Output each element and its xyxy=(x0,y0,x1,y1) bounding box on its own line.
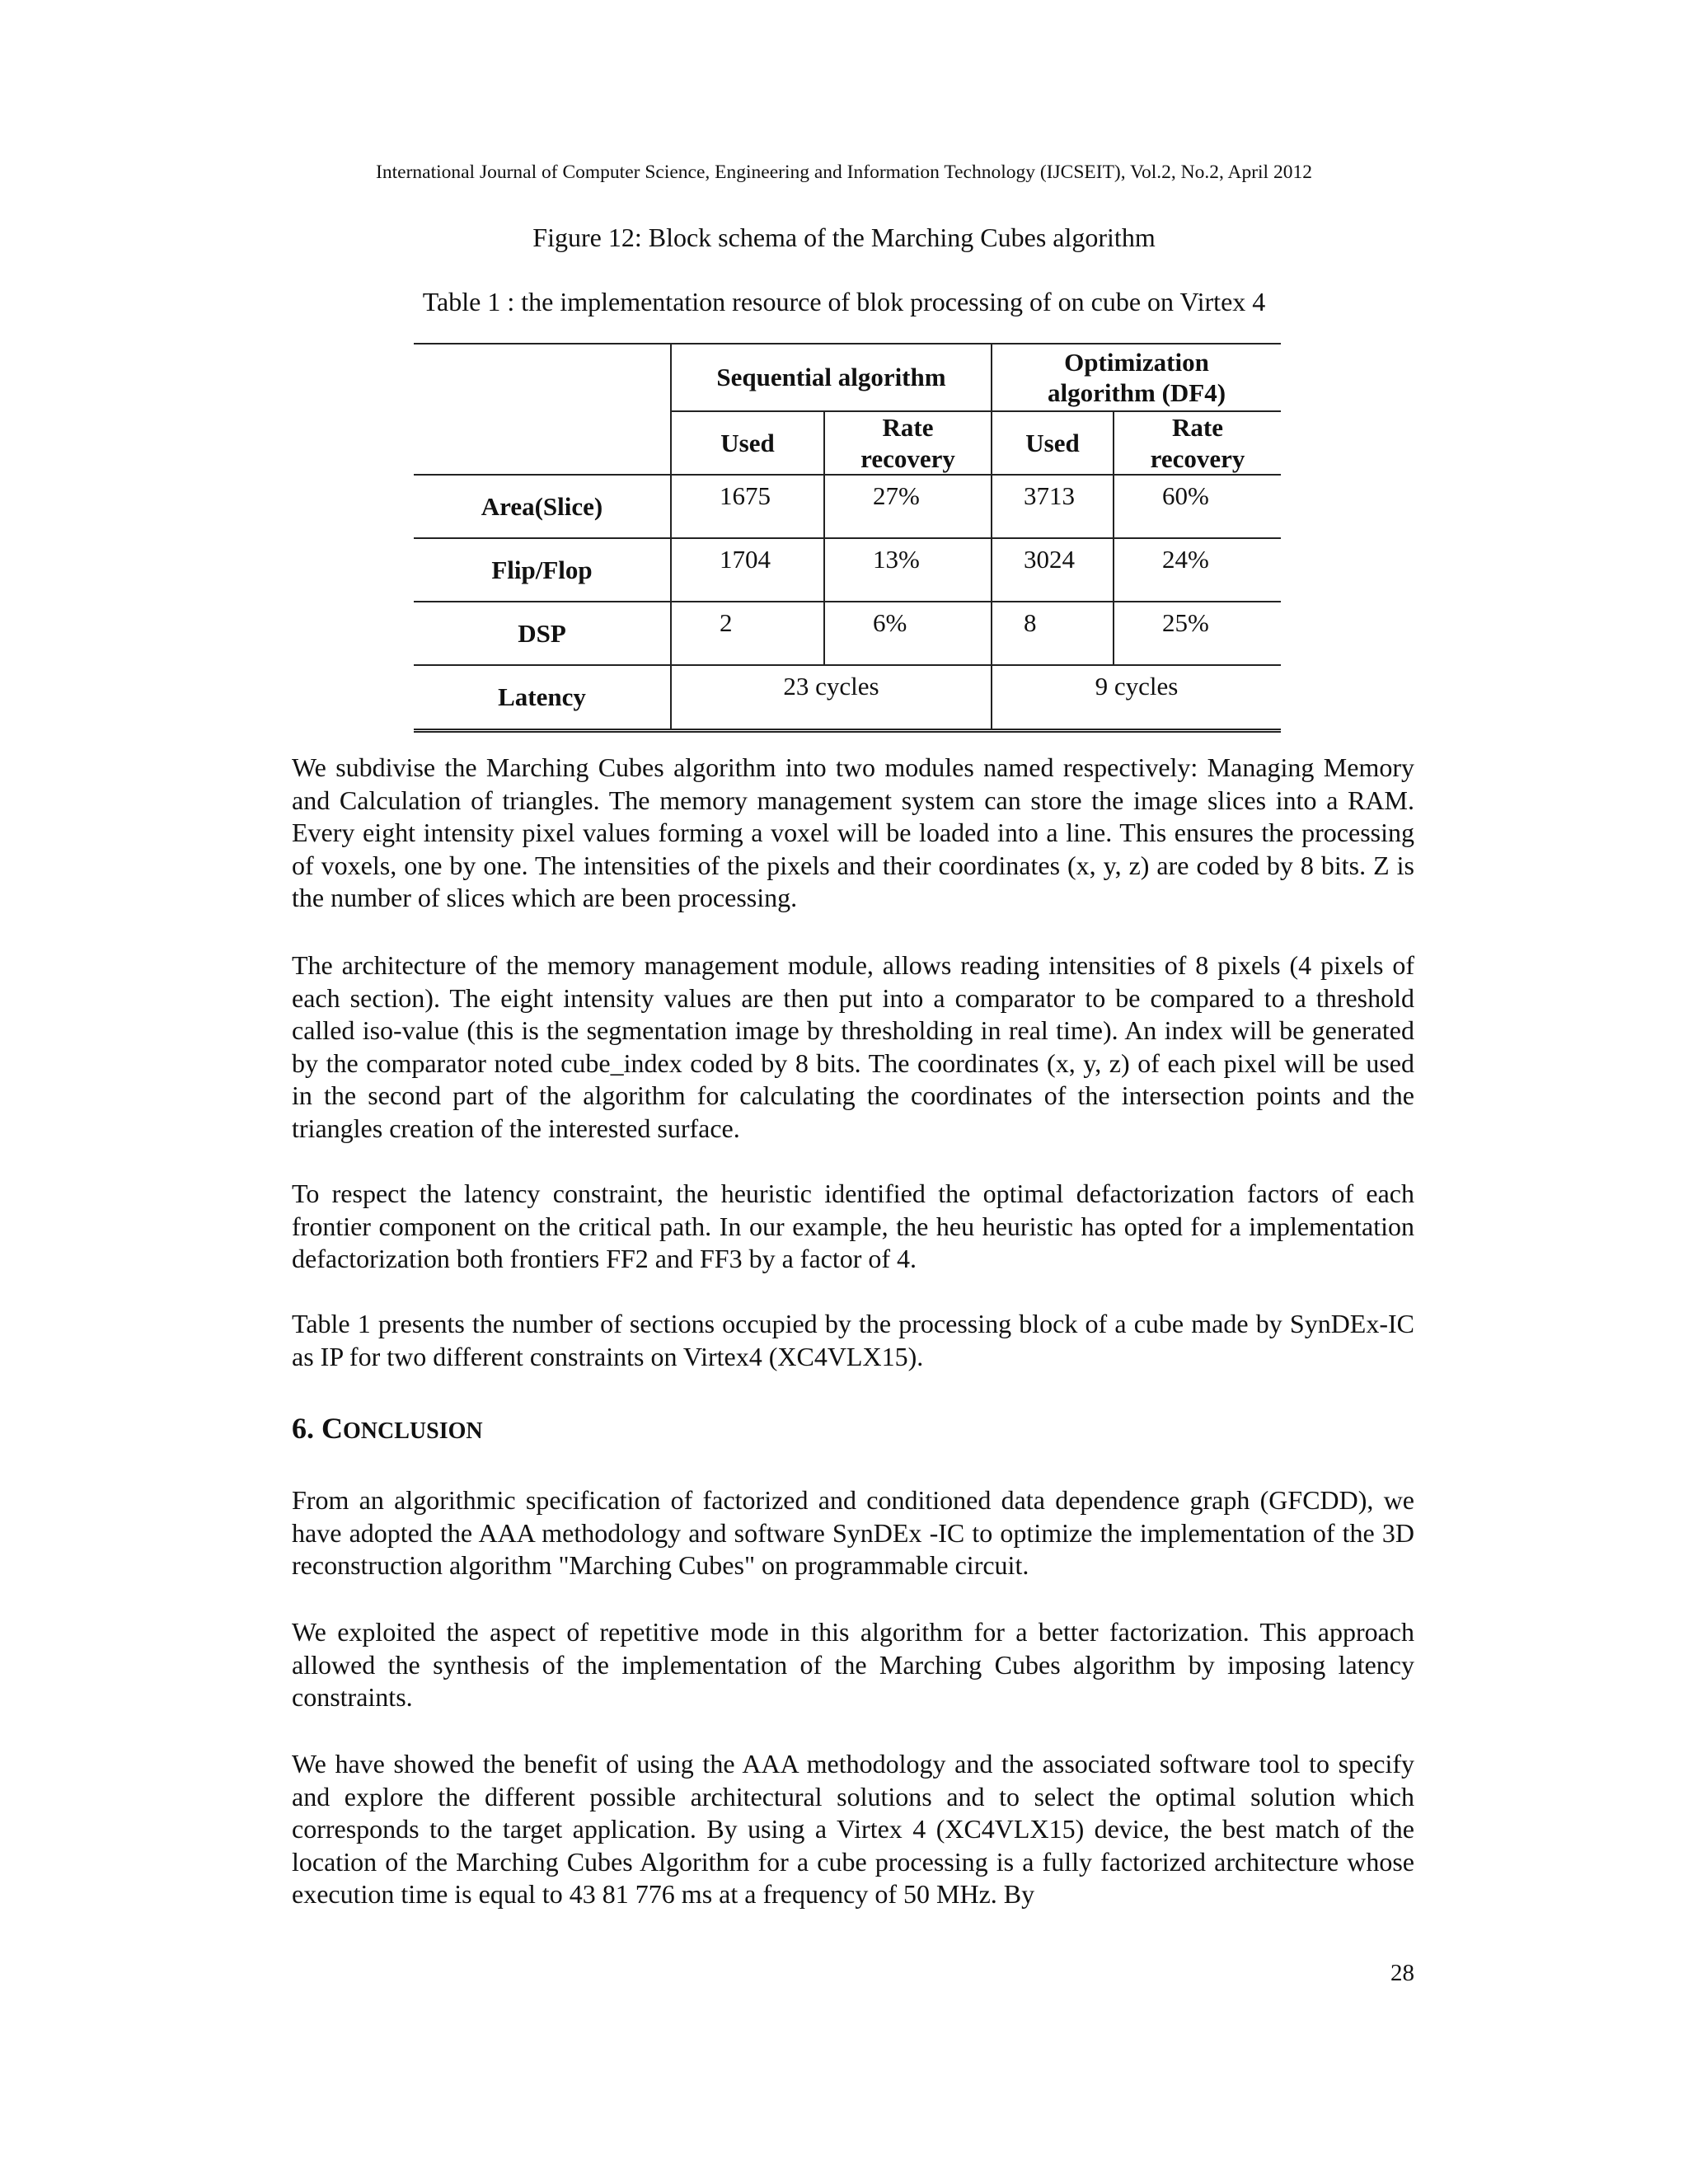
table-caption: Table 1 : the implementation resource of blok processing of on cube on Virtex 4 xyxy=(422,287,1266,316)
row-label: DSP xyxy=(414,602,671,665)
cell-seq-rate: 6% xyxy=(824,602,992,665)
cell-seq-latency: 23 cycles xyxy=(671,665,992,731)
cell-seq-used: 1704 xyxy=(671,538,824,602)
group-header-optimization: Optimization algorithm (DF4) xyxy=(992,344,1281,411)
group-header-sequential: Sequential algorithm xyxy=(671,344,992,411)
cell-seq-used: 2 xyxy=(671,602,824,665)
table-row xyxy=(414,475,1281,538)
cell-opt-latency: 9 cycles xyxy=(992,665,1281,731)
cell-seq-used: 1675 xyxy=(671,475,824,538)
cell-opt-rate: 60% xyxy=(1114,475,1281,538)
row-label: Area(Slice) xyxy=(414,475,671,538)
cell-seq-rate: 13% xyxy=(824,538,992,602)
subheader-rate-recovery: Rate recovery xyxy=(1114,411,1281,475)
conclusion-paragraph: We exploited the aspect of repetitive mode in this algorithm for a better factorization. This approach allowed the synthesis of the implementation of the Marching Cubes algorithm by imposing latency constraints. xyxy=(292,1617,1414,1713)
conclusion-paragraph: We have showed the benefit of using the AAA methodology and the associated software tool to specify and explore the different possible architectural solutions and to select the optimal solution which corresponds to the target application. By using a Virtex 4 (XC4VLX15) device, the best match of the location of the Marching Cubes Algorithm for a cube processing is a fully factorized architecture whose execution time is equal to 43 81 776 ms at a frequency of 50 MHz. By xyxy=(292,1749,1414,1910)
table-row xyxy=(414,538,1281,602)
cell-opt-used: 3713 xyxy=(992,475,1114,538)
body-paragraph: The architecture of the memory management module, allows reading intensities of 8 pixels (4 pixels of each section). The eight intensity values are then put into a comparator to be compared to a threshold called iso-value (this is the segmentation image by thresholding in real time). An index will be generated by the comparator noted cube_index coded by 8 bits. The coordinates (x, y, z) of each pixel will be used in the second part of the algorithm for calculating the coordinates of the intersection points and the triangles creation of the interested surface. xyxy=(292,950,1414,1143)
table-header-row xyxy=(414,344,1281,411)
figure-caption: Figure 12: Block schema of the Marching Cubes algorithm xyxy=(532,223,1156,252)
cell-opt-rate: 24% xyxy=(1114,538,1281,602)
section-heading: 6. CONCLUSION xyxy=(292,1412,483,1445)
subheader-rate-recovery: Rate recovery xyxy=(824,411,992,475)
table-corner xyxy=(414,344,671,475)
cell-seq-rate: 27% xyxy=(824,475,992,538)
subheader-used: Used xyxy=(671,411,824,475)
resource-table xyxy=(414,343,1281,733)
conclusion-paragraph: From an algorithmic specification of factorized and conditioned data dependence graph (GFCDD), we have adopted the AAA methodology and software SynDEx -IC to optimize the implementation of the 3D reconstruction algorithm "Marching Cubes" on programmable circuit. xyxy=(292,1485,1414,1581)
subheader-used: Used xyxy=(992,411,1114,475)
cell-opt-used: 3024 xyxy=(992,538,1114,602)
cell-opt-used: 8 xyxy=(992,602,1114,665)
body-paragraph: To respect the latency constraint, the heuristic identified the optimal defactorization factors of each frontier component on the critical path. In our example, the heu heuristic has opted for a implementation defactorization both frontiers FF2 and FF3 by a factor of 4. xyxy=(292,1179,1414,1274)
journal-header: International Journal of Computer Science, Engineering and Information Technology (IJCSEIT), Vol.2, No.2, April 2012 xyxy=(376,162,1312,183)
table-row xyxy=(414,602,1281,665)
cell-opt-rate: 25% xyxy=(1114,602,1281,665)
row-label: Latency xyxy=(414,665,671,731)
page-number: 28 xyxy=(1390,1960,1414,1986)
body-paragraph: We subdivise the Marching Cubes algorithm into two modules named respectively: Managing Memory and Calculation of triangles. The memory management system can store the image slices into a RAM. Every eight intensity pixel values forming a voxel will be loaded into a line. This ensures the processing of voxels, one by one. The intensities of the pixels and their coordinates (x, y, z) are coded by 8 bits. Z is the number of slices which are been processing. xyxy=(292,752,1414,913)
table-row-latency xyxy=(414,665,1281,731)
body-paragraph: Table 1 presents the number of sections occupied by the processing block of a cube made by SynDEx-IC as IP for two different constraints on Virtex4 (XC4VLX15). xyxy=(292,1309,1414,1371)
row-label: Flip/Flop xyxy=(414,538,671,602)
